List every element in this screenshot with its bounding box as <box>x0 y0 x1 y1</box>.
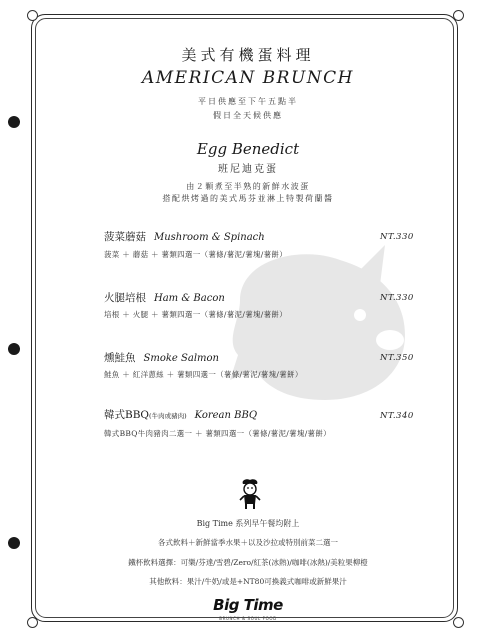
dish-description-line1: 由２顆煮至半熟的新鮮水波蛋 <box>186 182 310 191</box>
hours-weekend: 假日全天候供應 <box>213 111 283 120</box>
brunch-includes-note: Big Time 系列早午餐均附上 <box>196 519 300 528</box>
menu-item-name <box>104 290 225 305</box>
menu-item-name-chinese: 菠菜蘑菇 <box>104 231 146 243</box>
menu-item-description: 韓式BBQ牛肉豬肉二選一 ＋ 薯類四選一（薯條/薯泥/薯塊/薯餅） <box>104 429 331 438</box>
drink-options-line: 鐵杯飲料選擇：可樂/芬達/雪碧/Zero/紅茶(冰熱)/咖啡(冰熱)/美粒果柳橙 <box>128 558 368 567</box>
frame-corner-top-right <box>453 10 464 21</box>
menu-item-name-english: Korean BBQ <box>194 410 258 421</box>
menu-item-name-chinese: 燻鮭魚 <box>104 352 136 364</box>
menu-item-name <box>104 407 257 422</box>
big-time-logo-subtitle: BRUNCH & SOUL FOOD <box>219 616 277 621</box>
menu-item-description: 培根 ＋ 火腿 ＋ 薯類四選一（薯條/薯泥/薯塊/薯餅） <box>104 310 288 319</box>
includes-line: 各式飲料＋新鮮當季水果＋以及沙拉或特別前菜二選一 <box>158 538 338 547</box>
menu-item-name-english: Smoke Salmon <box>143 353 219 364</box>
menu-item-name-english: Ham & Bacon <box>154 293 225 304</box>
menu-item-price: NT.330 <box>380 232 414 242</box>
dish-name-english: Egg Benedict <box>196 140 300 158</box>
menu-item-description: 鮭魚 ＋ 紅洋蔥絲 ＋ 薯類四選一（薯條/薯泥/薯塊/薯餅） <box>104 370 303 379</box>
menu-item-name-english: Mushroom & Spinach <box>154 232 265 243</box>
menu-item-name <box>104 350 219 365</box>
frame-corner-top-left <box>27 10 38 21</box>
big-time-logo: Big Time <box>213 596 283 614</box>
dish-name-chinese: 班尼迪克蛋 <box>218 164 278 175</box>
menu-title-chinese: 美式有機蛋料理 <box>181 46 315 64</box>
menu-item-price: NT.340 <box>380 411 414 421</box>
menu-title-english: AMERICAN BRUNCH <box>142 68 354 88</box>
menu-item-price: NT.350 <box>380 353 414 363</box>
menu-item-name-chinese: 韓式BBQ <box>104 409 150 421</box>
menu-item-name-note: (牛肉或豬肉) <box>149 412 187 420</box>
binder-hole-middle <box>8 343 20 355</box>
other-drinks-line: 其他飲料：果汁/牛奶/或是+NT80可換義式咖啡或新鮮果汁 <box>149 577 347 586</box>
menu-item-price: NT.330 <box>380 293 414 303</box>
menu-item-name-chinese: 火腿培根 <box>104 292 146 304</box>
chef-mascot-icon <box>239 478 261 510</box>
menu-item-name <box>104 229 265 244</box>
hours-weekday: 平日供應至下午五點半 <box>198 97 298 106</box>
dish-description-line2: 搭配烘烤過的美式馬芬並淋上特製荷蘭醬 <box>162 194 334 203</box>
pig-watermark <box>210 240 420 410</box>
menu-item-description: 菠菜 ＋ 蘑菇 ＋ 薯類四選一（薯條/薯泥/薯塊/薯餅） <box>104 250 288 259</box>
